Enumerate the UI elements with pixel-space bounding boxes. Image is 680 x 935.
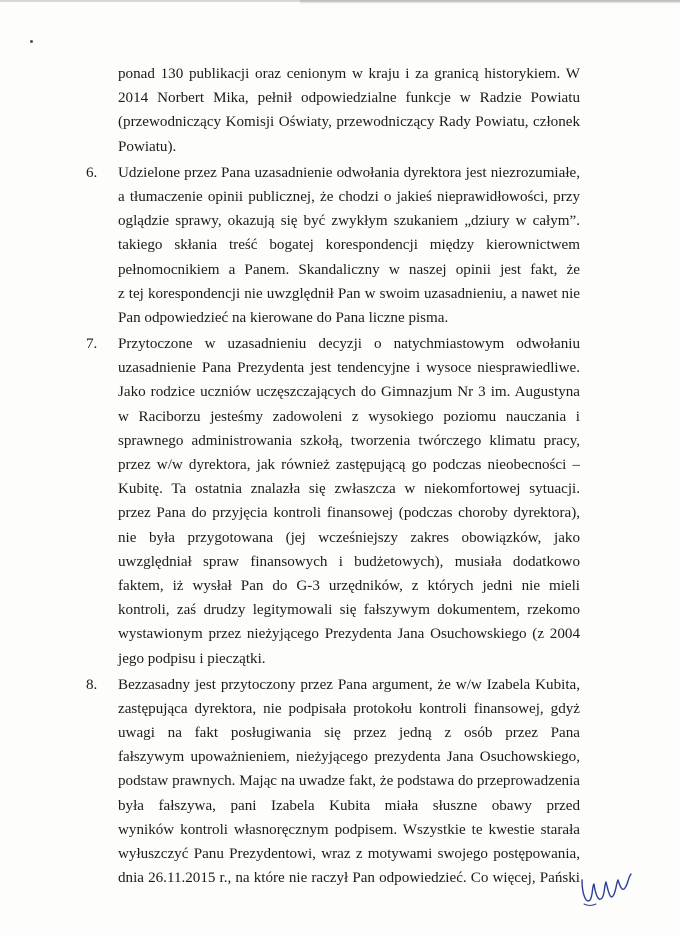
text-line: Udzielone przez Pana uzasadnienie odwołania dyrektora jest niezrozumiałe, [118, 164, 580, 181]
text-line: uzasadnienie Pana Prezydenta jest tendencyjne i wysoce niesprawiedliwe. [118, 360, 580, 377]
text-line: Pan odpowiedzieć na kierowane do Pana liczne pisma. [118, 309, 449, 326]
text-line: podstaw prawnych. Mając na uwadze fakt, że podstawa do przeprowadzenia [118, 773, 580, 790]
text-line: Bezzasadny jest przytoczony przez Pana argument, że w/w Izabela Kubita, [118, 676, 580, 693]
text-line: Jako rodzice uczniów uczęszczających do Gimnazjum Nr 3 im. Augustyna [118, 384, 580, 401]
text-line: kontroli, zaś drudzy legitymowali się fałszywym dokumentem, rzekomo [118, 602, 580, 619]
text-line: przez w/w dyrektora, jak również zastępującą go podczas nieobecności – [118, 457, 580, 473]
text-line: pełnomocnikiem a Panem. Skandaliczny w naszej opinii jest fakt, że [118, 261, 580, 278]
text-line: w Raciborzu jesteśmy zadowoleni z wysokiego poziomu nauczania i [118, 408, 580, 425]
text-line: faktem, iż wysłał Pan do G-3 urzędników, z których jedni nie mieli [118, 577, 580, 594]
list-item-number: 7. [86, 336, 98, 353]
text-line: zastępująca dyrektora, nie podpisała protokołu kontroli finansowej, gdyż [118, 700, 580, 717]
text-line: ponad 130 publikacji oraz cenionym w kraju i za granicą historykiem. W [118, 66, 580, 82]
text-line: 2014 Norbert Mika, pełnił odpowiedzialne funkcje w Radzie Powiatu [118, 90, 580, 107]
text-line: oglądzie sprawy, okazują się być zwykłym szukaniem „dziury w całym”. [118, 213, 580, 230]
text-line: (przewodniczący Komisji Oświaty, przewodniczący Rady Powiatu, członek [118, 114, 580, 131]
text-line: przez Pana do przyjęcia kontroli finansowej (podczas choroby dyrektora), [118, 505, 580, 522]
text-line: a tłumaczenie opinii publicznej, że chodzi o jakieś nieprawidłowości, przy [118, 188, 580, 205]
text-line: wyników kontroli własnoręcznym podpisem. Wszystkie te kwestie starała [118, 821, 580, 838]
text-line: sprawnego administrowania szkołą, tworzenia twórczego klimatu pracy, [118, 432, 580, 449]
text-line: była fałszywa, pani Izabela Kubita miała słuszne obawy przed [118, 797, 580, 814]
text-line: nie była przygotowana (jej wcześniejszy zakres obowiązków, jako [118, 529, 580, 546]
handwritten-initials-signature [578, 870, 638, 912]
text-line: wyłuszczyć Panu Prezydentowi, wraz z motywami swojego postępowania, [118, 846, 580, 862]
text-line: Przytoczone w uzasadnieniu decyzji o natychmiastowym odwołaniu [118, 336, 580, 353]
text-line: dnia 26.11.2015 r., na które nie raczył Pan odpowiedzieć. Co więcej, Pański [118, 870, 580, 887]
scan-speck [30, 40, 33, 43]
page-top-shadow [300, 0, 680, 4]
text-line: z tej korespondencji nie uwzględnił Pan w swoim uzasadnieniu, a nawet nie [118, 285, 580, 302]
text-line: uwzględniał spraw finansowych i budżetowych), musiała dodatkowo [118, 553, 580, 570]
text-line: wystawionym przez nieżyjącego Prezydenta Jana Osuchowskiego (z 2004 [118, 626, 580, 643]
list-item-number: 8. [86, 676, 98, 693]
list-item-7 [86, 332, 580, 671]
text-line: takiego skłania treść bogatej korespondencji między kierownictwem [118, 237, 580, 254]
text-line: Powiatu). [118, 138, 177, 155]
text-line: Kubitę. Ta ostatnia znalazła się zwłaszcza w niekomfortowej sytuacji. [118, 481, 580, 498]
list-item-number: 6. [86, 164, 98, 181]
document-body [86, 62, 580, 890]
text-line: fałszywym upoważnieniem, nieżyjącego prezydenta Jana Osuchowskiego, [118, 749, 580, 766]
list-item-8 [86, 673, 580, 891]
text-line: jego podpisu i pieczątki. [118, 650, 266, 667]
paragraph-continuation [118, 62, 580, 159]
text-line: uwagi na fakt posługiwania się przez jedną z osób przez Pana [118, 725, 580, 742]
list-item-6 [86, 161, 580, 330]
